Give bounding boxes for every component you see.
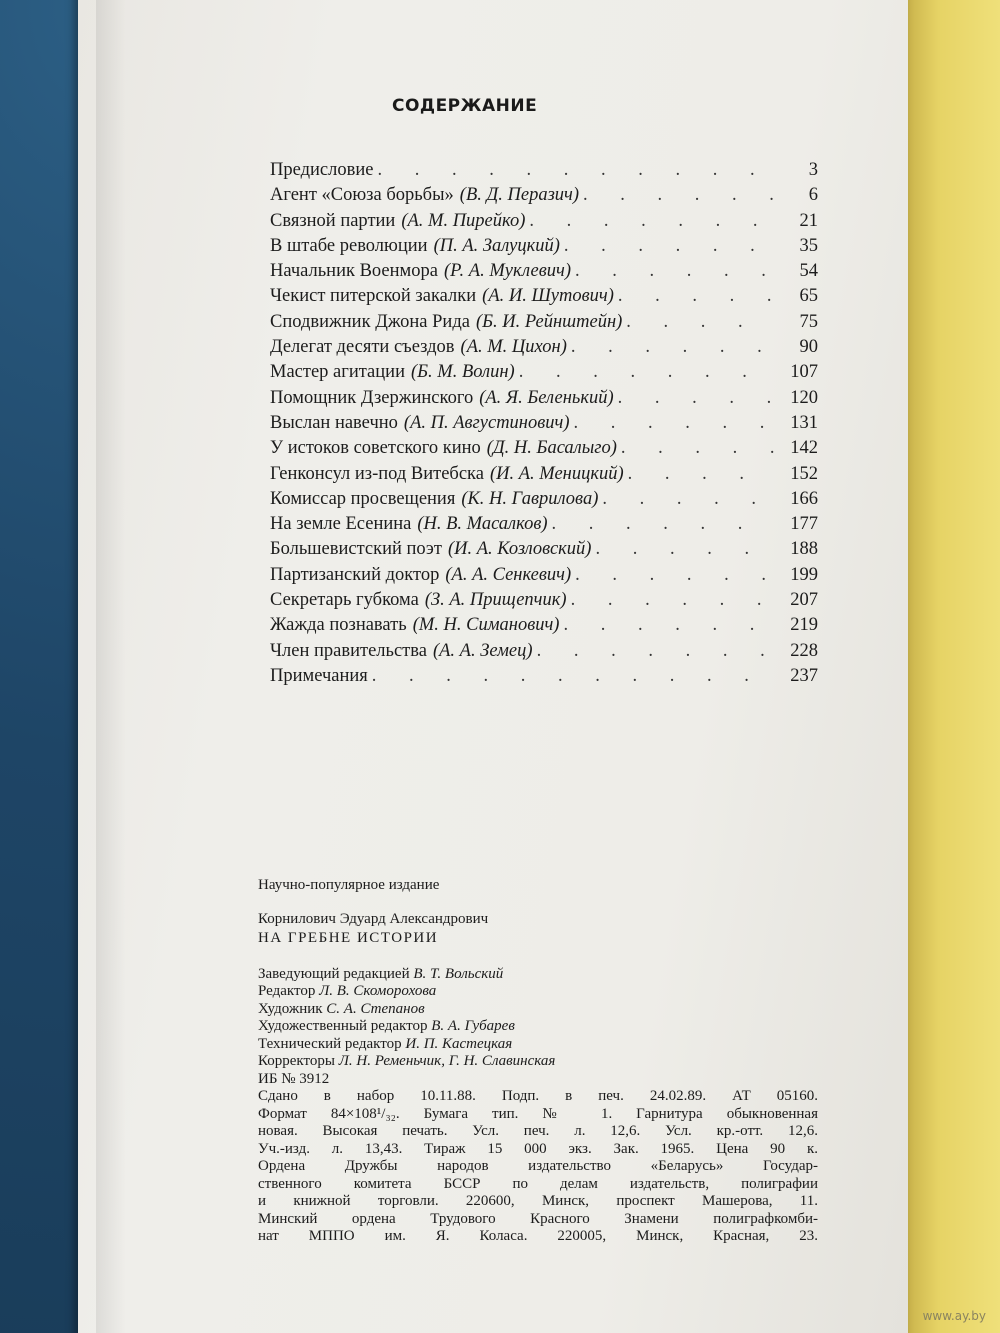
- toc-entry: [270, 335, 818, 360]
- toc-entry-page: 188: [790, 539, 818, 560]
- toc-entry-author: (Б. И. Рейнштейн): [475, 311, 623, 332]
- staff-line: [258, 1018, 818, 1036]
- toc-entry-page: 131: [790, 412, 818, 433]
- toc-leader-dots: [377, 158, 774, 183]
- staff-role: Технический редактор: [258, 1035, 402, 1052]
- staff-line: [258, 1001, 818, 1019]
- toc-entry-author: (А. М. Цихон): [460, 337, 567, 358]
- toc-entry: [270, 183, 818, 208]
- toc-entry-title: У истоков советского кино: [270, 438, 481, 459]
- toc-entry-page: 90: [799, 337, 818, 358]
- staff-role: Художник: [258, 1000, 323, 1017]
- toc-entry: [270, 664, 818, 689]
- toc-entry-title: В штабе революции: [270, 235, 428, 256]
- toc-entry: [270, 436, 818, 461]
- toc-leader-dots: [372, 664, 774, 689]
- toc-entry-title: Партизанский доктор: [270, 564, 440, 585]
- toc-entry: [270, 613, 818, 638]
- toc-leader-dots: [626, 310, 774, 335]
- toc-entry-title: Помощник Дзержинского: [270, 387, 474, 408]
- toc-leader-dots: [552, 512, 774, 537]
- toc-entry-title: Примечания: [270, 665, 368, 686]
- toc-entry-title: Начальник Военмора: [270, 261, 438, 282]
- toc-entry-page: 142: [790, 438, 818, 459]
- toc-leader-dots: [628, 462, 774, 487]
- detail-line: Сдано в набор 10.11.88. Подп. в печ. 24.02.89. АТ 05160.: [258, 1088, 818, 1104]
- toc-leader-dots: [564, 234, 774, 259]
- toc-entry: [270, 234, 818, 259]
- detail-line: ственного комитета БССР по делам издательств, полиграфии: [258, 1175, 818, 1192]
- toc-entry-title: Агент «Союза борьбы»: [270, 185, 454, 206]
- toc-entry-page: 207: [790, 590, 818, 611]
- toc-entry-author: (А. А. Сенкевич): [445, 564, 572, 585]
- toc-entry: [270, 158, 818, 183]
- staff-name: И. П. Кастецкая: [405, 1035, 513, 1052]
- detail-line: новая. Высокая печать. Усл. печ. л. 12,6. Усл. кр.-отт. 12,6.: [258, 1123, 818, 1139]
- toc-entry-page: 228: [790, 640, 818, 661]
- toc-entry-author: (А. И. Шутович): [482, 286, 614, 307]
- toc-leader-dots: [571, 588, 774, 613]
- detail-line: нат МППО им. Я. Коласа. 220005, Минск, Красная, 23.: [258, 1228, 818, 1244]
- toc-entry-author: (В. Д. Перазич): [459, 185, 580, 206]
- toc-entry: [270, 209, 818, 234]
- toc-entry-title: Большевистский поэт: [270, 539, 442, 560]
- toc-leader-dots: [575, 259, 774, 284]
- toc-entry-page: 65: [799, 286, 818, 307]
- detail-line: и книжной торговли. 220600, Минск, проспект Машерова, 11.: [258, 1193, 818, 1209]
- toc-leader-dots: [571, 335, 774, 360]
- edition-type: Научно-популярное издание: [258, 877, 440, 893]
- toc-entry: [270, 639, 818, 664]
- staff-role: Редактор: [258, 983, 316, 999]
- toc-entry-title: Связной партии: [270, 210, 396, 231]
- toc-entry-page: 219: [790, 615, 818, 636]
- toc-entry-title: Комиссар просвещения: [270, 488, 456, 509]
- toc-leader-dots: [574, 411, 774, 436]
- toc-entry-author: (И. А. Меницкий): [489, 463, 624, 484]
- toc-entry: [270, 259, 818, 284]
- toc-entry-title: Сподвижник Джона Рида: [270, 311, 470, 332]
- imprint-block: [258, 877, 818, 1246]
- toc-leader-dots: [602, 487, 774, 512]
- staff-name: В. Т. Вольский: [413, 965, 504, 982]
- toc-leader-dots: [595, 537, 774, 562]
- detail-line: Формат 84×108¹/₃₂. Бумага тип. № 1. Гарнитура обыкновенная: [258, 1105, 818, 1122]
- toc-leader-dots: [537, 639, 774, 664]
- staff-name: С. А. Степанов: [326, 1000, 425, 1017]
- book-title: НА ГРЕБНЕ ИСТОРИИ: [258, 930, 439, 946]
- toc-entry-title: Выслан навечно: [270, 412, 398, 433]
- toc-entry-page: 177: [790, 514, 818, 535]
- toc-entry-author: (Д. Н. Басалыго): [486, 438, 617, 459]
- toc-leader-dots: [583, 183, 774, 208]
- toc-entry-title: Делегат десяти съездов: [270, 337, 455, 358]
- toc-entry-page: 199: [790, 564, 818, 585]
- toc-heading: СОДЕРЖАНИЕ: [392, 96, 538, 116]
- toc-leader-dots: [575, 563, 774, 588]
- toc-entry-author: (Р. А. Муклевич): [443, 261, 571, 282]
- toc-entry-title: Жажда познавать: [270, 615, 407, 636]
- staff-line: [258, 966, 818, 984]
- toc-entry-title: Генконсул из-под Витебска: [270, 463, 484, 484]
- toc-entry: [270, 487, 818, 512]
- toc-entry-page: 3: [808, 160, 818, 180]
- toc-entry-page: 237: [790, 665, 818, 686]
- book-author: Корнилович Эдуард Александрович: [258, 910, 489, 927]
- toc-entry: [270, 563, 818, 588]
- toc-entry-title: На земле Есенина: [270, 514, 412, 535]
- yellow-endpaper: [905, 0, 1000, 1333]
- staff-role: Корректоры: [258, 1053, 335, 1069]
- toc-entry-author: (П. А. Залуцкий): [433, 235, 560, 256]
- toc-entry-author: (Н. В. Масалков): [417, 514, 548, 535]
- toc-entry: [270, 310, 818, 335]
- staff-name: В. А. Губарев: [431, 1018, 515, 1034]
- staff-list: [258, 966, 818, 1071]
- staff-name: Л. Н. Ременьчик, Г. Н. Славинская: [338, 1053, 556, 1069]
- toc-entry-page: 54: [799, 261, 818, 282]
- toc-entry-author: (А. А. Земец): [432, 640, 533, 661]
- toc-entry-title: Член правительства: [270, 640, 427, 661]
- toc-entry-author: (М. Н. Симанович): [412, 615, 560, 636]
- toc-entry: [270, 360, 818, 385]
- toc-entry: [270, 386, 818, 411]
- toc-entry-title: Предисловие: [270, 160, 374, 180]
- toc-entry-page: 6: [808, 185, 818, 206]
- staff-line: [258, 1053, 818, 1071]
- ib-number: ИБ № 3912: [258, 1070, 330, 1087]
- detail-line: Ордена Дружбы народов издательство «Беларусь» Государ-: [258, 1158, 818, 1174]
- toc-entry-page: 166: [790, 488, 818, 509]
- toc-entry-author: (И. А. Козловский): [447, 539, 592, 560]
- toc-entry-title: Чекист питерской закалки: [270, 286, 477, 307]
- toc-entry: [270, 512, 818, 537]
- toc-entry-page: 35: [799, 235, 818, 256]
- page-fold-shadow: [96, 0, 126, 1333]
- staff-role: Заведующий редакцией: [258, 965, 410, 982]
- toc-entry: [270, 588, 818, 613]
- publication-details: [258, 1088, 818, 1246]
- detail-line: Минский ордена Трудового Красного Знамени полиграфкомби-: [258, 1210, 818, 1227]
- toc-leader-dots: [563, 613, 774, 638]
- toc-entry: [270, 462, 818, 487]
- table-of-contents: [270, 158, 818, 689]
- toc-entry-title: Мастер агитации: [270, 362, 405, 383]
- toc-entry-author: (А. Я. Беленький): [479, 387, 614, 408]
- toc-entry-page: 107: [790, 362, 818, 383]
- toc-entry-author: (А. П. Августинович): [403, 412, 570, 433]
- toc-leader-dots: [618, 284, 774, 309]
- staff-line: [258, 1036, 818, 1054]
- toc-entry: [270, 411, 818, 436]
- detail-line: Уч.-изд. л. 13,43. Тираж 15 000 экз. Зак. 1965. Цена 90 к.: [258, 1140, 818, 1157]
- toc-entry: [270, 284, 818, 309]
- toc-entry-page: 152: [790, 463, 818, 484]
- toc-entry-author: (З. А. Прищепчик): [424, 590, 567, 611]
- toc-entry-title: Секретарь губкома: [270, 590, 419, 611]
- watermark: www.ay.by: [922, 1309, 986, 1323]
- staff-name: Л. В. Скоморохова: [319, 983, 437, 999]
- toc-entry-page: 120: [790, 387, 818, 408]
- toc-leader-dots: [618, 386, 774, 411]
- toc-leader-dots: [519, 360, 774, 385]
- toc-entry-author: (Б. М. Волин): [410, 362, 515, 383]
- staff-line: [258, 983, 818, 1001]
- staff-role: Художественный редактор: [258, 1018, 428, 1034]
- toc-entry-page: 21: [799, 210, 818, 231]
- toc-entry-page: 75: [799, 311, 818, 332]
- toc-entry: [270, 537, 818, 562]
- toc-leader-dots: [529, 209, 774, 234]
- toc-leader-dots: [621, 436, 774, 461]
- toc-entry-author: (А. М. Пирейко): [401, 210, 526, 231]
- toc-entry-author: (К. Н. Гаврилова): [461, 488, 599, 509]
